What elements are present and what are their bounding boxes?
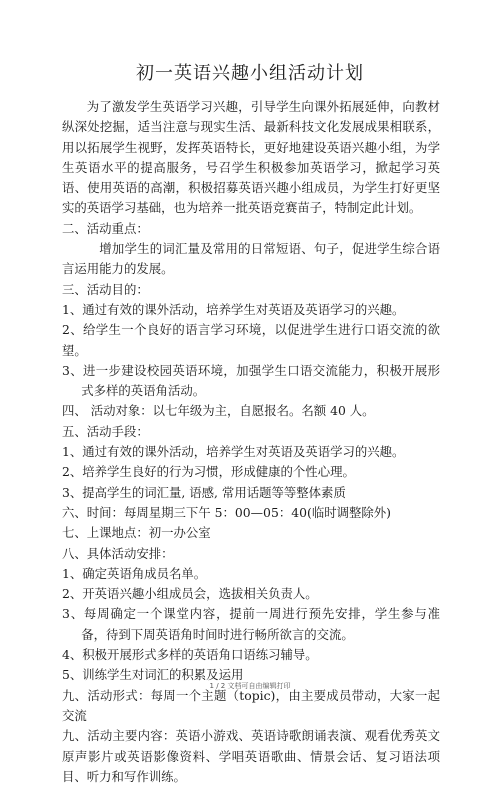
section-heading-means: 五、活动手段： — [62, 423, 149, 439]
section-heading-content: 九、活动主要内容：英语小游戏、英语诗歌朗诵表演、观看优秀英文原声影片或英语影像资料、学唱英语歌曲、情景会话、复习语法项目、听力和写作训练。 — [62, 728, 440, 784]
means-item-3: 3、提高学生的词汇量, 语感, 常用话题等等整体素质 — [62, 484, 346, 500]
focus-paragraph: 增加学生的词汇量及常用的日常短语、句子，促进学生综合语言运用能力的发展。 — [62, 241, 440, 277]
page-footer: 1 / 2 文档可自由编辑打印 — [209, 682, 291, 690]
schedule-item-3: 3、每周确定一个课堂内容，提前一周进行预先安排，学生参与准备，待到下周英语角时间时进行畅所欲言的交流。 — [62, 606, 440, 642]
section-heading-focus: 二、活动重点： — [62, 220, 149, 236]
section-heading-format: 九、活动形式：每周一个主题（topic)，由主要成员带动，大家一起交流 — [62, 687, 440, 723]
schedule-item-5: 5、训练学生对词汇的积累及运用 — [62, 667, 244, 683]
intro-paragraph: 为了激发学生英语学习兴趣，引导学生向课外拓展延伸，向教材纵深处挖掘，适当注意与现实生活、最新科技文化发展成果相联系，用以拓展学生视野，发挥英语特长，更好地建设英语兴趣小组，为学生英语水平的提高服务，号召学生积极参加英语学习，掀起学习英语、使用英语的高潮，积极招募英语兴趣小组成员，为学生打好更坚实的英语学习基础，也为培养一批英语竞赛苗子，特制定此计划。 — [62, 99, 440, 216]
purpose-item-3: 3、进一步建设校园英语环境，加强学生口语交流能力，积极开展形式多样的英语角活动。 — [62, 362, 440, 399]
purpose-item-1: 1、通过有效的课外活动，培养学生对英语及英语学习的兴趣。 — [62, 301, 405, 317]
schedule-item-1: 1、确定英语角成员名单。 — [62, 565, 207, 581]
section-heading-target: 四、 活动对象：以七年级为主，自愿报名。名额 40 人。 — [62, 403, 375, 419]
document-title: 初一英语兴趣小组活动计划 — [136, 63, 364, 84]
section-heading-purpose: 三、活动目的： — [62, 281, 149, 297]
section-heading-schedule: 八、具体活动安排： — [62, 545, 174, 561]
schedule-item-2: 2、开英语兴趣小组成员会，选拔相关负责人。 — [62, 586, 318, 602]
schedule-item-4: 4、积极开展形式多样的英语角口语练习辅导。 — [62, 647, 318, 663]
section-heading-time: 六、时间：每周星期三下午 5：00—05：40(临时调整除外) — [62, 504, 391, 520]
purpose-item-2: 2、给学生一个良好的语言学习环境，以促进学生进行口语交流的欲望。 — [62, 322, 440, 358]
section-heading-location: 七、上课地点：初一办公室 — [62, 525, 211, 541]
means-item-1: 1、通过有效的课外活动，培养学生对英语及英语学习的兴趣。 — [62, 444, 405, 460]
means-item-2: 2、培养学生良好的行为习惯，形成健康的个性心理。 — [62, 464, 355, 480]
